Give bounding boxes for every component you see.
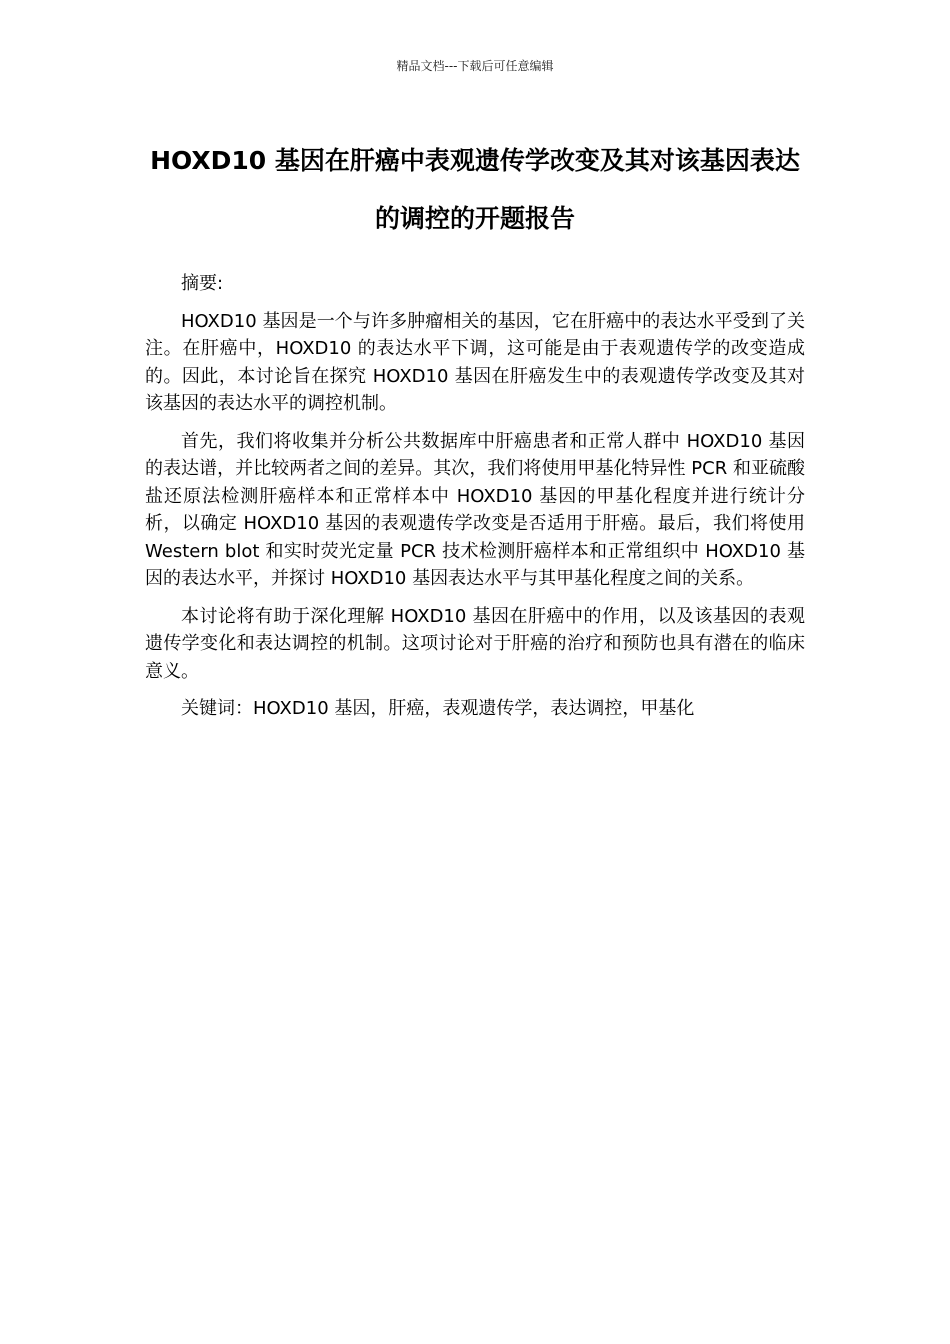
abstract-label: 摘要: — [181, 273, 224, 294]
abstract-paragraph-2: 首先，我们将收集并分析公共数据库中肝癌患者和正常人群中 HOXD10 基因的表达谱，并比较两者之间的差异。其次，我们将使用甲基化特异性 PCR 和亚硫酸盐还原法检测肝癌样本和正常样本中 HOXD10 基因的甲基化程度并进行统计分析，以确定 HOXD10 基因的表观遗传学改变是否适用于肝癌。最后，我们将使用 Western blot 和实时荧光定量 PCR 技术检测肝癌样本和正常组织中 HOXD10 基因的表达水平，并探讨 HOXD10 基因表达水平与其甲基化程度之间的关系。 — [145, 430, 805, 589]
abstract-paragraph-1: HOXD10 基因是一个与许多肿瘤相关的基因，它在肝癌中的表达水平受到了关注。在肝癌中，HOXD10 的表达水平下调，这可能是由于表观遗传学的改变造成的。因此，本讨论旨在探究 HOXD10 基因在肝癌发生中的表观遗传学改变及其对该基因的表达水平的调控机制。 — [145, 310, 805, 414]
abstract-paragraph-3: 本讨论将有助于深化理解 HOXD10 基因在肝癌中的作用，以及该基因的表观遗传学变化和表达调控的机制。这项讨论对于肝癌的治疗和预防也具有潜在的临床意义。 — [145, 605, 805, 682]
document-title: HOXD10 基因在肝癌中表观遗传学改变及其对该基因表达的调控的开题报告 — [150, 146, 800, 233]
keywords-line: 关键词：HOXD10 基因，肝癌，表观遗传学，表达调控，甲基化 — [181, 698, 695, 719]
header-watermark: 精品文档---下载后可任意编辑 — [396, 59, 554, 73]
document-body — [145, 270, 805, 733]
